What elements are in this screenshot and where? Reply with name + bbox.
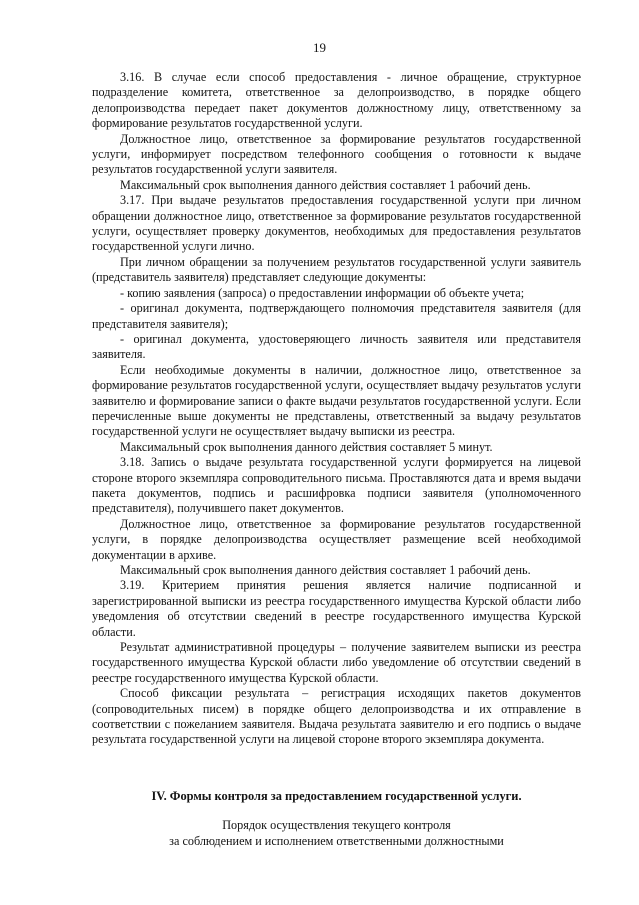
paragraph-3-17: 3.17. При выдаче результатов предоставления государственной услуги при личном обращении должностное лицо, ответственное за формирование результатов государственной услуги, осуществляет проверку документов, необходимых для предоставления результатов государственной услуги лично. bbox=[92, 193, 581, 254]
paragraph-documents-available: Если необходимые документы в наличии, должностное лицо, ответственное за формирование результатов государственной услуги, осуществляет выдачу результатов услуги заявителю и формирование записи о факте выдачи результатов государственной услуги. Если перечисленные выше документы не представлены, ответственный за выдачу результатов государственной услуги не осуществляет выдачу выписки из реестра. bbox=[92, 362, 581, 439]
document-body bbox=[92, 70, 581, 748]
subheading-line: Порядок осуществления текущего контроля bbox=[222, 818, 451, 832]
section-heading: IV. Формы контроля за предоставлением государственной услуги. bbox=[151, 789, 522, 803]
paragraph-fixation-method: Способ фиксации результата – регистрация исходящих пакетов документов (сопроводительных писем) в порядке общего делопроизводства и их отправление в соответствии с пожеланием заявителя. Выдача результата заявителю и его подпись о выдаче результата государственной услуги на лицевой стороне второго экземпляра документа. bbox=[92, 686, 581, 747]
paragraph-3-19: 3.19. Критерием принятия решения является наличие подписанной и зарегистрированной выписки из реестра государственного имущества Курской области либо уведомления об отсутствии сведений в реестре государственного имущества Курской области. bbox=[92, 578, 581, 639]
paragraph-max-term-1-day-2: Максимальный срок выполнения данного действия составляет 1 рабочий день. bbox=[120, 563, 531, 577]
paragraph-max-term-5-min: Максимальный срок выполнения данного действия составляет 5 минут. bbox=[120, 439, 493, 454]
paragraph-max-term-1-day: Максимальный срок выполнения данного действия составляет 1 рабочий день. bbox=[120, 177, 531, 192]
paragraph-3-18: 3.18. Запись о выдаче результата государственной услуги формируется на лицевой стороне второго экземпляра сопроводительного письма. Проставляются дата и время выдачи пакета документов, подпись и расшифровка подписи заявителя (уполномоченного представителя), получившего пакет документов. bbox=[92, 455, 581, 516]
paragraph-responsible-informs: Должностное лицо, ответственное за формирование результатов государственной услуги, информирует посредством телефонного сообщения о готовности к выдаче результатов государственной услуги заявителя. bbox=[92, 131, 581, 177]
paragraph-procedure-result: Результат административной процедуры – получение заявителем выписки из реестра государственного имущества Курской области либо уведомление об отсутствии сведений в реестре государственного имущества Курской области. bbox=[92, 640, 581, 685]
page-number: 19 bbox=[313, 40, 326, 55]
list-item-application-copy: - копию заявления (запроса) о предоставлении информации об объекте учета; bbox=[120, 285, 525, 300]
subheading bbox=[92, 817, 581, 849]
paragraph-archive-placement: Должностное лицо, ответственное за формирование результатов государственной услуги, в порядке делопроизводства осуществляет размещение всей необходимой документации в архиве. bbox=[92, 516, 581, 562]
subheading-line: за соблюдением и исполнением ответственными должностными bbox=[169, 834, 504, 848]
paragraph-3-16: 3.16. В случае если способ предоставления - личное обращение, структурное подразделение комитета, ответственное за делопроизводство, в порядке общего делопроизводства передает пакет документов должностному лицу, ответственному за формирование результатов государственной услуги. bbox=[92, 70, 581, 131]
list-item-authority-document: - оригинал документа, подтверждающего полномочия представителя заявителя (для представителя заявителя); bbox=[92, 301, 581, 331]
list-item-identity-document: - оригинал документа, удостоверяющего личность заявителя или представителя заявителя. bbox=[92, 331, 581, 362]
paragraph-personal-visit-docs: При личном обращении за получением результатов государственной услуги заявитель (представитель заявителя) представляет следующие документы: bbox=[92, 254, 581, 285]
